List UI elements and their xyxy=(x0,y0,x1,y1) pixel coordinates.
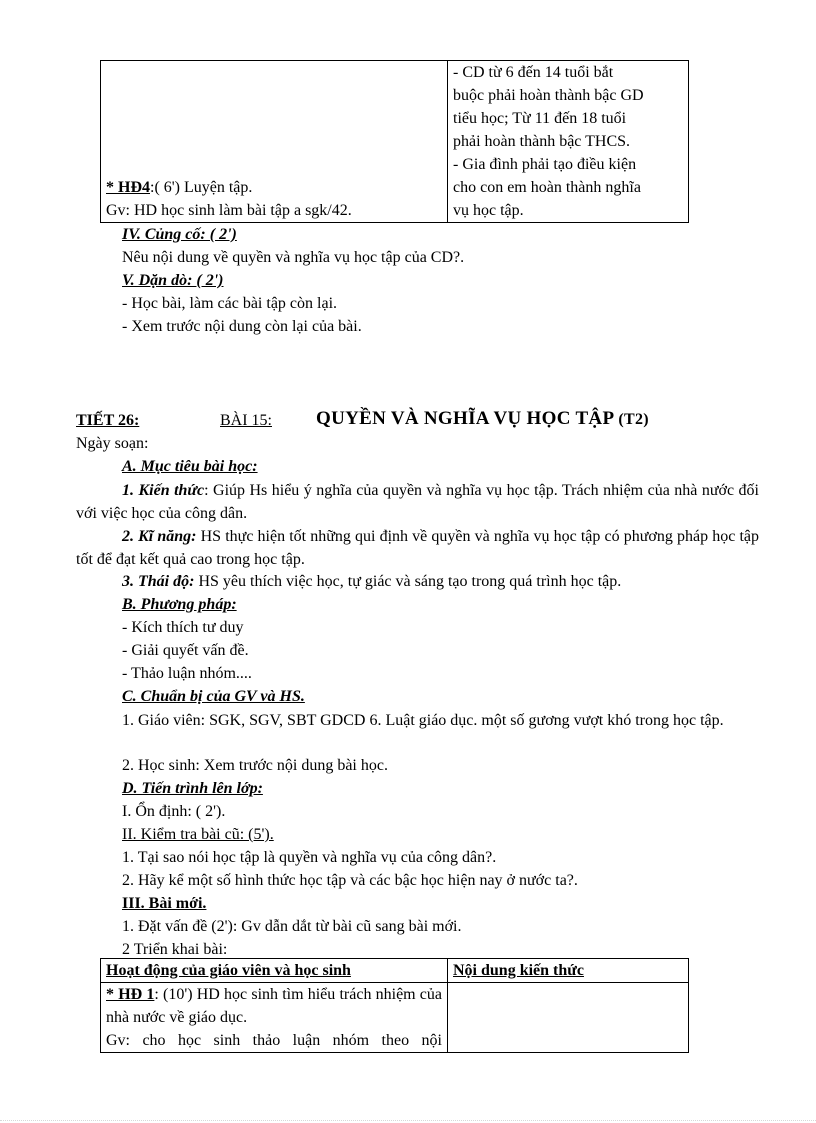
prep-student: 2. Học sinh: Xem trước nội dung bài học. xyxy=(122,757,388,774)
section-d-heading: D. Tiến trình lên lớp: xyxy=(122,780,263,797)
hd1-text: : (10') HD học sinh tìm hiểu trách nhiệm của nhà nước về giáo dục. xyxy=(106,986,443,1026)
content-line: phải hoàn thành bậc THCS. xyxy=(453,133,631,150)
skill-label: 2. Kĩ năng: xyxy=(122,528,197,545)
knowledge-text: : Giúp Hs hiểu ý nghĩa của quyền và nghĩa vụ học tập. Trách nhiệm của nhà nước đối với việc học của công dân. xyxy=(76,482,759,522)
lesson-part: (T2) xyxy=(618,411,649,428)
hd1-cell xyxy=(101,983,448,1053)
method-item: - Giải quyết vấn đề. xyxy=(122,642,249,659)
content-line: vụ học tập. xyxy=(453,202,524,219)
header-activities: Hoạt động của giáo viên và học sinh xyxy=(101,959,448,983)
section-c-heading: C. Chuẩn bị của GV và HS. xyxy=(122,688,305,705)
section-a-heading: A. Mục tiêu bài học: xyxy=(122,458,258,475)
step-new-lesson: III. Bài mới. xyxy=(122,895,207,912)
section-v-item: - Xem trước nội dung còn lại của bài. xyxy=(122,318,362,335)
hd4-label: * HĐ4 xyxy=(106,179,150,196)
hd4-text: :( 6') Luyện tập. xyxy=(150,179,253,196)
attitude-text: HS yêu thích việc học, tự giác và sáng tạo trong quá trình học tập. xyxy=(194,573,622,590)
method-item: - Kích thích tư duy xyxy=(122,619,244,636)
objective-skill xyxy=(76,525,759,571)
objective-attitude xyxy=(122,571,621,593)
date-label: Ngày soạn: xyxy=(76,435,149,452)
skill-text: HS thực hiện tốt những qui định về quyền và nghĩa vụ học tập có phương pháp học tập tốt để đạt kết quả cao trong học tập. xyxy=(76,528,760,568)
method-item: - Thảo luận nhóm.... xyxy=(122,665,252,682)
content-line: - Gia đình phải tạo điều kiện xyxy=(453,156,637,173)
lesson-deploy: 2 Triển khai bài: xyxy=(122,941,228,958)
prep-teacher: 1. Giáo viên: SGK, SGV, SBT GDCD 6. Luật giáo dục. một số gương vượt khó trong học tập. xyxy=(122,712,724,729)
content-line: buộc phải hoàn thành bậc GD xyxy=(453,87,644,104)
lesson-title xyxy=(316,408,649,431)
hd1-last-line: Gv: cho học sinh thảo luận nhóm theo nội xyxy=(106,1032,442,1049)
section-v-heading: V. Dặn dò: ( 2') xyxy=(122,272,224,289)
top-table-left-cell xyxy=(101,61,448,223)
objective-knowledge xyxy=(76,479,759,525)
header-content: Nội dung kiến thức xyxy=(448,959,689,983)
knowledge-label: 1. Kiến thức xyxy=(122,482,205,499)
hd4-line xyxy=(106,176,442,199)
page-bottom-divider xyxy=(0,1120,816,1121)
review-question: 1. Tại sao nói học tập là quyền và nghĩa vụ của công dân?. xyxy=(122,849,497,866)
lesson-title-text: QUYỀN VÀ NGHĨA VỤ HỌC TẬP xyxy=(316,408,614,429)
step-stabilize: I. Ổn định: ( 2'). xyxy=(122,803,226,820)
bottom-activity-table xyxy=(100,958,689,1053)
top-table-right-cell xyxy=(448,61,689,223)
section-v-item: - Học bài, làm các bài tập còn lại. xyxy=(122,295,338,312)
content-line: cho con em hoàn thành nghĩa xyxy=(453,179,641,196)
section-iv-heading: IV. Củng cố: ( 2') xyxy=(122,226,237,243)
content-line: - CD từ 6 đến 14 tuổi bắt xyxy=(453,64,614,81)
attitude-label: 3. Thái độ: xyxy=(122,573,195,590)
lesson-intro: 1. Đặt vấn đề (2'): Gv dẫn dắt từ bài cũ sang bài mới. xyxy=(122,918,462,935)
period-label: TIẾT 26: xyxy=(76,412,140,429)
section-b-heading: B. Phương pháp: xyxy=(122,596,237,613)
top-activity-table xyxy=(100,60,689,223)
content-line: tiểu học; Từ 11 đến 18 tuổi xyxy=(453,110,627,127)
hd1-content-cell xyxy=(448,983,689,1053)
hd4-guidance: Gv: HD học sinh làm bài tập a sgk/42. xyxy=(106,202,352,219)
step-review: II. Kiểm tra bài cũ: (5'). xyxy=(122,826,274,843)
hd1-label: * HĐ 1 xyxy=(106,986,155,1003)
section-iv-text: Nêu nội dung về quyền và nghĩa vụ học tập của CD?. xyxy=(122,249,465,266)
lesson-number: BÀI 15: xyxy=(220,412,272,429)
review-question: 2. Hãy kể một số hình thức học tập và các bậc học hiện nay ở nước ta?. xyxy=(122,872,578,889)
